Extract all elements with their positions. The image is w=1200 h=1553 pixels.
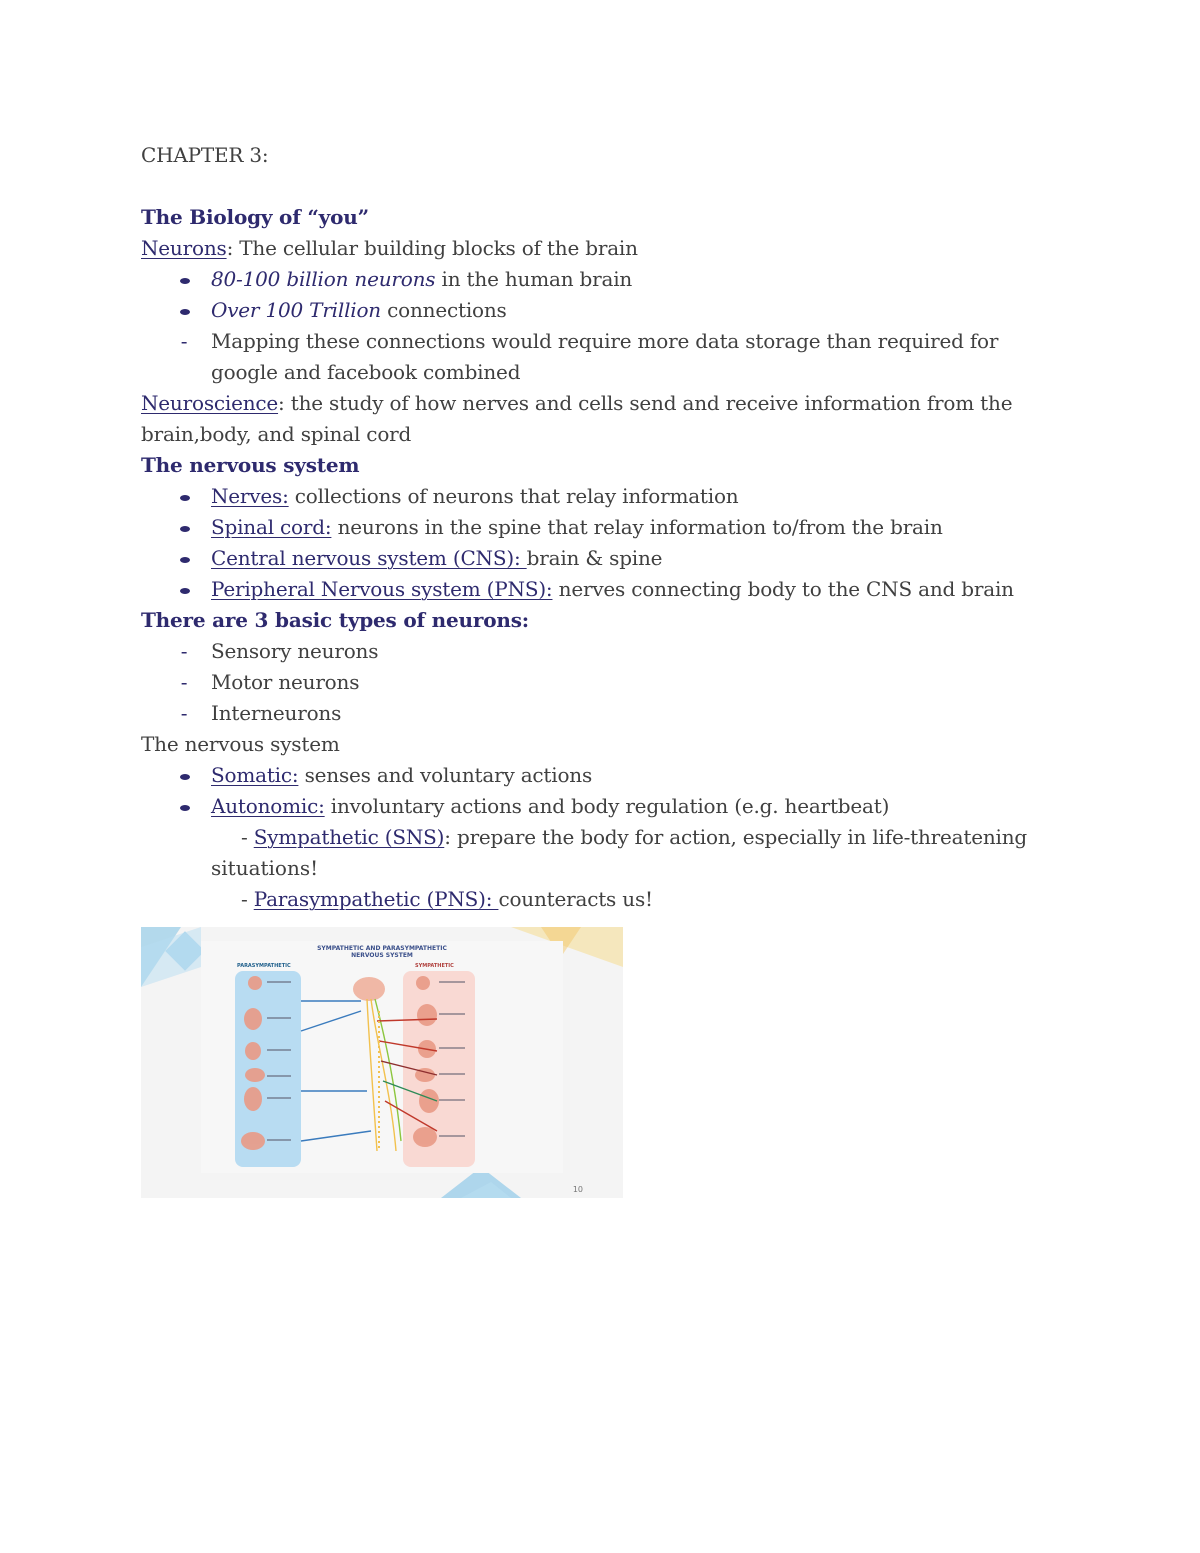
neurons-definition: [141, 233, 1081, 264]
term-text: Central nervous system (CNS):: [211, 546, 527, 570]
dash-icon: -: [180, 329, 188, 353]
list-item-text: senses and voluntary actions: [298, 763, 593, 787]
right-panel-label: SYMPATHETIC: [415, 963, 454, 969]
figure-page-number: 10: [572, 1185, 583, 1194]
term-text: Parasympathetic (PNS):: [253, 887, 499, 911]
chapter-label: CHAPTER 3:: [141, 143, 269, 167]
section-heading-neuron-types: There are 3 basic types of neurons:: [141, 608, 529, 632]
term-text: Somatic:: [211, 763, 299, 787]
section-heading-nervous-system: The nervous system: [141, 453, 360, 477]
nervous-system-diagram: [201, 941, 563, 1173]
neuroscience-definition: [141, 388, 1081, 419]
figure-diagram: [201, 941, 563, 1173]
list-item-text: counteracts us!: [498, 887, 653, 911]
term-text: Nerves:: [211, 484, 289, 508]
neurons-term: Neurons: [141, 236, 227, 260]
dash-icon: -: [180, 670, 188, 694]
list-item: [141, 760, 1081, 791]
list-item-text: Mapping these connections would require more data storage than required for google and facebook combined: [211, 329, 999, 384]
list-item-text: brain & spine: [526, 546, 663, 570]
list-item: [141, 574, 1081, 605]
left-panel-label: PARASYMPATHETIC: [237, 963, 291, 969]
list-item: [141, 543, 1081, 574]
document-page: [141, 140, 1081, 915]
neuroscience-definition-cont: brain,body, and spinal cord: [141, 422, 412, 446]
sympathetic-item-cont: situations!: [211, 856, 319, 880]
section-heading-biology: The Biology of “you”: [141, 205, 369, 229]
emphasis-text: 80-100 billion neurons: [211, 267, 436, 291]
sympathetic-item: - Sympathetic (SNS): prepare the body for action, especially in life-threatening: [241, 825, 1028, 849]
neurons-definition-text: : The cellular building blocks of the brain: [226, 236, 638, 260]
list-item: [141, 295, 1081, 326]
nervous-system-subheading: The nervous system: [141, 732, 340, 756]
dash-icon: -: [180, 639, 188, 663]
term-text: Peripheral Nervous system (PNS):: [211, 577, 553, 601]
nervous-system-figure: [141, 927, 623, 1198]
emphasis-text: Over 100 Trillion: [211, 298, 381, 322]
figure-title-line1: SYMPATHETIC AND PARASYMPATHETIC: [317, 945, 447, 952]
list-item: [141, 481, 1081, 512]
list-item: [141, 698, 1081, 729]
neuroscience-term: Neuroscience: [141, 391, 279, 415]
figure-title-line2: NERVOUS SYSTEM: [351, 952, 413, 959]
parasympathetic-item: - Parasympathetic (PNS): counteracts us!: [241, 887, 653, 911]
dash-icon: -: [180, 701, 188, 725]
list-item: [141, 264, 1081, 295]
list-item: [141, 636, 1081, 667]
list-item: [141, 512, 1081, 543]
term-text: Autonomic:: [211, 794, 325, 818]
list-item: [141, 326, 1081, 388]
list-item-text: in the human brain: [435, 267, 633, 291]
list-item-text: connections: [381, 298, 507, 322]
list-item-text: Interneurons: [211, 701, 342, 725]
list-item-text: : prepare the body for action, especially in life-threatening: [444, 825, 1028, 849]
list-item: [141, 667, 1081, 698]
neuroscience-definition-text: : the study of how nerves and cells send and receive information from the: [278, 391, 1013, 415]
term-text: Sympathetic (SNS): [253, 825, 445, 849]
list-item: [141, 791, 1081, 822]
list-item-text: collections of neurons that relay information: [288, 484, 739, 508]
list-item-text: neurons in the spine that relay information to/from the brain: [331, 515, 943, 539]
list-item-text: nerves connecting body to the CNS and brain: [552, 577, 1014, 601]
term-text: Spinal cord:: [211, 515, 332, 539]
list-item-text: involuntary actions and body regulation (e.g. heartbeat): [324, 794, 890, 818]
list-item-text: Sensory neurons: [211, 639, 379, 663]
list-item-text: Motor neurons: [211, 670, 360, 694]
